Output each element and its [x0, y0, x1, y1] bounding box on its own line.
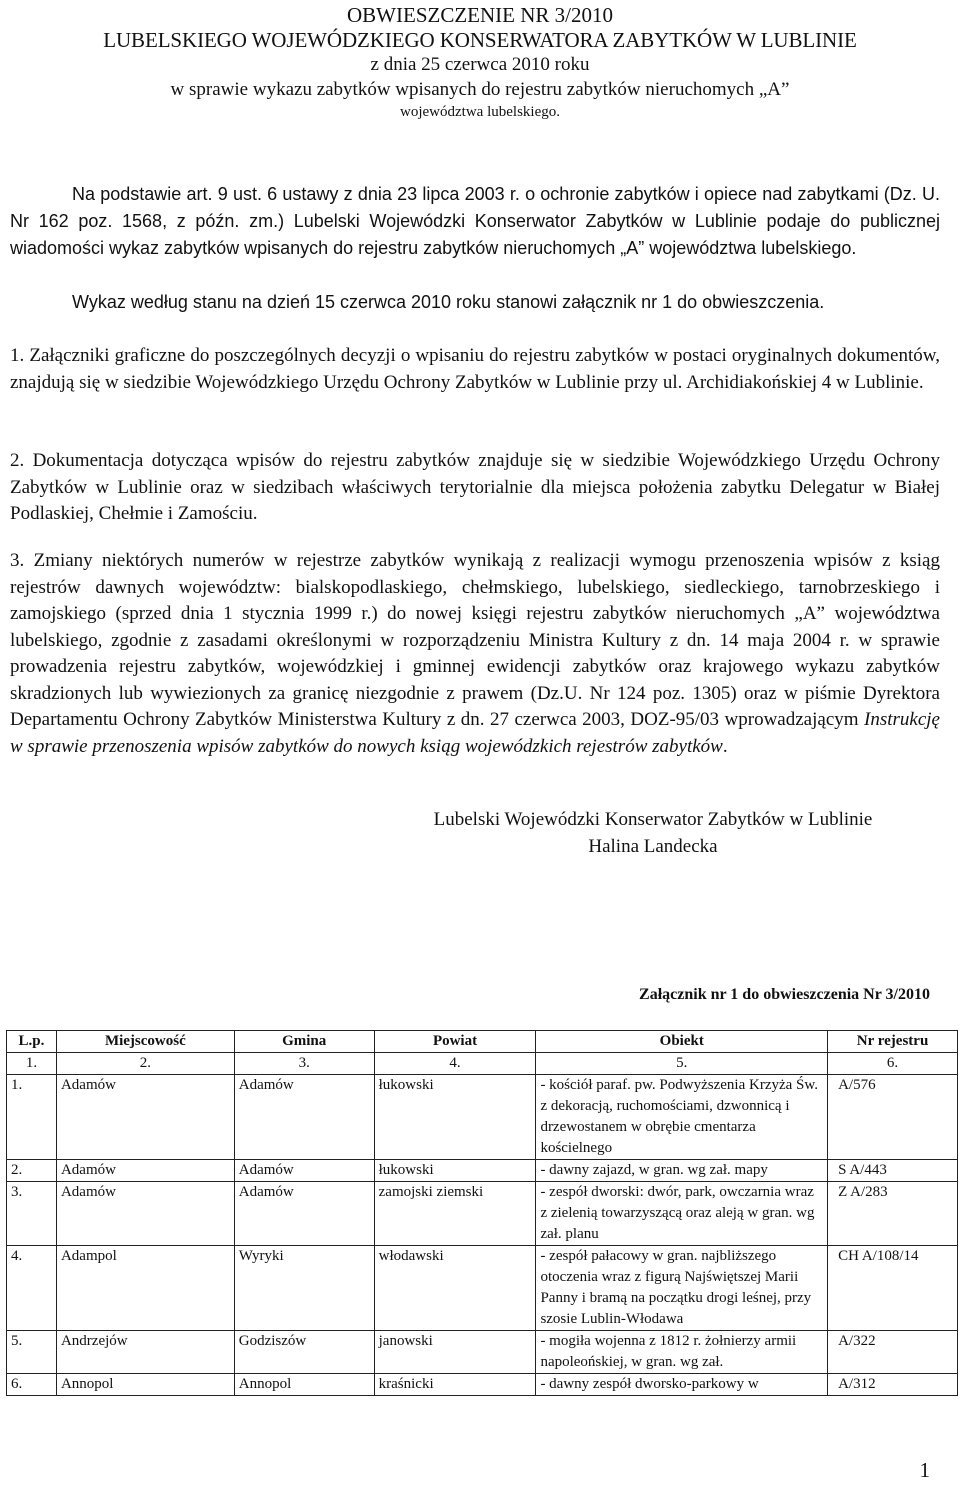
cell-obiekt: - dawny zajazd, w gran. wg zał. mapy: [536, 1160, 828, 1182]
table-header-row: [7, 1031, 958, 1053]
cell-nr: Z A/283: [828, 1182, 958, 1246]
cell-gmina: Godziszów: [234, 1331, 374, 1374]
header-powiat: Powiat: [374, 1031, 536, 1053]
note-3-end: .: [722, 735, 728, 757]
cell-powiat: kraśnicki: [374, 1374, 536, 1396]
cell-obiekt: - zespół dworski: dwór, park, owczarnia wraz z zielenią towarzyszącą oraz aleją w gran. wg zał. planu: [536, 1182, 828, 1246]
header-date: z dnia 25 czerwca 2010 roku: [370, 54, 590, 75]
cell-powiat: włodawski: [374, 1246, 536, 1331]
cell-lp: 3.: [7, 1182, 57, 1246]
column-number: 6.: [828, 1053, 958, 1075]
cell-gmina: Adamów: [234, 1075, 374, 1160]
cell-place: Adamów: [56, 1075, 234, 1160]
column-number: 5.: [536, 1053, 828, 1075]
note-3: [10, 548, 940, 760]
register-table: [6, 1030, 958, 1396]
signature-name: Halina Landecka: [588, 836, 718, 857]
cell-lp: 2.: [7, 1160, 57, 1182]
column-number: 4.: [374, 1053, 536, 1075]
cell-lp: 1.: [7, 1075, 57, 1160]
table-row: [7, 1075, 958, 1160]
header-place: Miejscowość: [56, 1031, 234, 1053]
cell-gmina: Annopol: [234, 1374, 374, 1396]
header-gmina: Gmina: [234, 1031, 374, 1053]
cell-lp: 5.: [7, 1331, 57, 1374]
note-2: 2. Dokumentacja dotycząca wpisów do rejestru zabytków znajduje się w siedzibie Wojewódzkiego Urzędu Ochrony Zabytków w Lublinie oraz w siedzibach właściwych terytorialnie dla miejsca położenia zabytku Delegatur w Białej Podlaskiej, Chełmie i Zamościu.: [10, 450, 940, 524]
header-lp: L.p.: [7, 1031, 57, 1053]
cell-lp: 6.: [7, 1374, 57, 1396]
cell-nr: CH A/108/14: [828, 1246, 958, 1331]
note-3-text: 3. Zmiany niektórych numerów w rejestrze zabytków wynikają z realizacji wymogu przenoszenia wpisów z ksiąg rejestrów dawnych województw: bialskopodlaskiego, chełmskiego, lubelskiego, siedleckiego, tarnobrzeskiego i zamojskiego (sprzed dnia 1 stycznia 1999 r.) do nowej księgi rejestru zabytków nieruchomych „A” województwa lubelskiego, zgodnie z zasadami określonymi w rozporządzeniu Ministra Kultury z dn. 14 maja 2004 r. w sprawie prowadzenia rejestru zabytków, wojewódzkiej i gminnej ewidencji zabytków oraz krajowego wykazu zabytków skradzionych lub wywiezionych za granicę niezgodnie z prawem (Dz.U. Nr 124 poz. 1305) oraz w piśmie Dyrektora Departamentu Ochrony Zabytków Ministerstwa Kultury z dn. 27 czerwca 2003, DOZ-95/03 wprowadzającym: [10, 550, 940, 730]
column-number: 1.: [7, 1053, 57, 1075]
header-nr: Nr rejestru: [828, 1031, 958, 1053]
intro-paragraph: Na podstawie art. 9 ust. 6 ustawy z dnia 23 lipca 2003 r. o ochronie zabytków i opiece nad zabytkami (Dz. U. Nr 162 poz. 1568, z późn. zm.) Lubelski Wojewódzki Konserwator Zabytków w Lublinie podaje do publicznej wiadomości wykaz zabytków wpisanych do rejestru zabytków nieruchomych „A” województwa lubelskiego.: [10, 184, 940, 258]
cell-powiat: łukowski: [374, 1160, 536, 1182]
cell-obiekt: - zespół pałacowy w gran. najbliższego otoczenia wraz z figurą Najświętszej Marii Panny i bramą na początku drogi leśnej, przy szosie Lublin-Włodawa: [536, 1246, 828, 1331]
table-row: [7, 1246, 958, 1331]
note-3-italic: Instrukcję w sprawie przenoszenia wpisów zabytków do nowych ksiąg wojewódzkich rejestrów zabytków: [10, 709, 940, 757]
table-row: [7, 1160, 958, 1182]
header-issuer: LUBELSKIEGO WOJEWÓDZKIEGO KONSERWATORA ZABYTKÓW W LUBLINIE: [103, 28, 857, 52]
table-row: [7, 1331, 958, 1374]
note-1: 1. Załączniki graficzne do poszczególnych decyzji o wpisaniu do rejestru zabytków w postaci oryginalnych dokumentów, znajdują się w siedzibie Wojewódzkiego Urzędu Ochrony Zabytków w Lublinie przy ul. Archidiakońskiej 4 w Lublinie.: [10, 345, 940, 393]
signature-office: Lubelski Wojewódzki Konserwator Zabytków w Lublinie: [433, 809, 873, 830]
cell-obiekt: - kościół paraf. pw. Podwyższenia Krzyża Św. z dekoracją, ruchomościami, dzwonnicą i drzewostanem w obrębie cmentarza kościelnego: [536, 1075, 828, 1160]
cell-gmina: Adamów: [234, 1160, 374, 1182]
cell-nr: A/576: [828, 1075, 958, 1160]
table-row: [7, 1182, 958, 1246]
column-number: 3.: [234, 1053, 374, 1075]
cell-nr: A/312: [828, 1374, 958, 1396]
header-region: województwa lubelskiego.: [400, 104, 560, 120]
cell-gmina: Wyryki: [234, 1246, 374, 1331]
cell-powiat: janowski: [374, 1331, 536, 1374]
cell-powiat: zamojski ziemski: [374, 1182, 536, 1246]
cell-place: Adamów: [56, 1182, 234, 1246]
document-header: [0, 2, 960, 122]
intro-statement: Wykaz według stanu na dzień 15 czerwca 2010 roku stanowi załącznik nr 1 do obwieszczenia.: [72, 292, 825, 312]
cell-obiekt: - mogiła wojenna z 1812 r. żołnierzy armii napoleońskiej, w gran. wg zał.: [536, 1331, 828, 1374]
column-number: 2.: [56, 1053, 234, 1075]
cell-place: Adamów: [56, 1160, 234, 1182]
cell-obiekt: - dawny zespół dworsko-parkowy w: [536, 1374, 828, 1396]
cell-powiat: łukowski: [374, 1075, 536, 1160]
cell-gmina: Adamów: [234, 1182, 374, 1246]
header-title: OBWIESZCZENIE NR 3/2010: [347, 3, 613, 27]
cell-place: Andrzejów: [56, 1331, 234, 1374]
cell-lp: 4.: [7, 1246, 57, 1331]
column-number-row: [7, 1053, 958, 1075]
cell-nr: A/322: [828, 1331, 958, 1374]
table-row: [7, 1374, 958, 1396]
cell-place: Adampol: [56, 1246, 234, 1331]
page-number: 1: [919, 1458, 930, 1482]
annex-title: Załącznik nr 1 do obwieszczenia Nr 3/2010: [639, 986, 930, 1003]
cell-place: Annopol: [56, 1374, 234, 1396]
cell-nr: S A/443: [828, 1160, 958, 1182]
header-subject: w sprawie wykazu zabytków wpisanych do rejestru zabytków nieruchomych „A”: [170, 79, 790, 100]
header-obiekt: Obiekt: [536, 1031, 828, 1053]
